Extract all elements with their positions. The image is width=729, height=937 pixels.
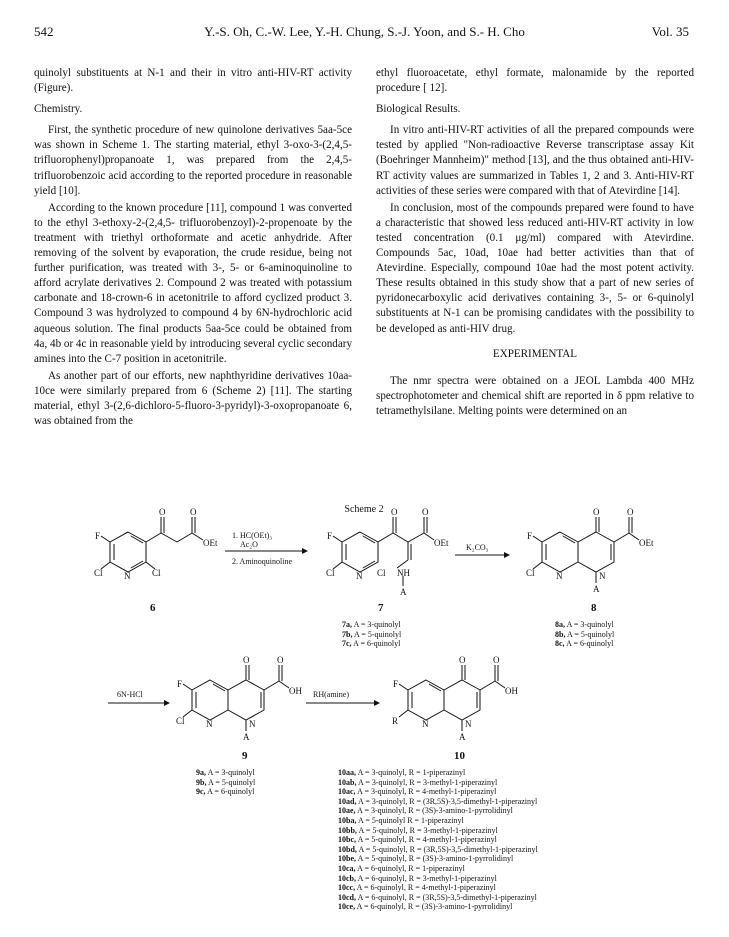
list-item: 9b, A = 5-quinolyl xyxy=(196,777,256,787)
list-item: 10be, A = 5-quinolyl, R = (3S)-3-amino-1-pyrrolidinyl xyxy=(338,854,514,864)
scheme-title: Scheme 2 xyxy=(344,504,384,515)
paragraph-conclusion: In conclusion, most of the compounds prepared were found to have a characteristic that showed less reduced anti-HIV-RT activity in low tested concentration (0.1 μg/ml) compared with Atevirdine. Compounds 5ac, 10ad, 10ae had better activities than that of Atevirdine. Especially, compound 10ae had the most potent activity. These results obtained in this study show that a part of new series of pyridonecarboxylic acid derivatives containing 3-, 5- or 6-quinolyl substituents at N-1 can be promising candidates with the possibility to be developed as anti-HIV drug. xyxy=(376,201,694,335)
paragraph-biological-1: In vitro anti-HIV-RT activities of all the prepared compounds were tested by applied "Non-radioactive Reverse transcriptase assay Kit (Boehringer Mannheim)" method [13], and the thus obtained anti-HIV-RT activity values are summarized in Tables 1, 2 and 3. Anti-HIV-RT activities of these series were compared with that of Atevirdine [14]. xyxy=(376,124,694,197)
list-item: 10ac, A = 3-quinolyl, R = 4-methyl-1-piperazinyl xyxy=(338,787,497,797)
atom-f: F xyxy=(327,531,333,541)
atom-n: N xyxy=(124,571,131,581)
list-8 xyxy=(555,620,614,649)
list-item: 10ca, A = 6-quinolyl, R = 1-piperazinyl xyxy=(338,863,465,873)
list-item: 8c, A = 6-quinolyl xyxy=(555,639,614,649)
atom-f: F xyxy=(393,679,399,689)
list-item: 10ce, A = 6-quinolyl, R = (3S)-3-amino-1-pyrrolidinyl xyxy=(338,902,513,912)
page-number: 542 xyxy=(34,24,54,39)
atom-cl: Cl xyxy=(326,568,335,578)
group-a: A xyxy=(400,587,407,597)
compound-label-9: 9 xyxy=(242,750,248,762)
running-authors: Y.-S. Oh, C.-W. Lee, Y.-H. Chung, S.-J. Yoon, and S.- H. Cho xyxy=(204,24,525,39)
list-item: 10ae, A = 3-quinolyl, R = (3S)-3-amino-1-pyrrolidinyl xyxy=(338,806,513,816)
atom-cl: Cl xyxy=(94,568,103,578)
structure-9 xyxy=(183,665,289,731)
compound-label-8: 8 xyxy=(591,602,597,614)
paragraph-experimental: The nmr spectra were obtained on a JEOL Lambda 400 MHz spectrophotometer and chemical shift are reported in δ ppm relative to tetramethylsilane. Melting points were determined on an xyxy=(376,374,694,417)
group-a: A xyxy=(459,732,466,742)
list-item: 10ba, A = 5-quinolyl R = 1-piperazinyl xyxy=(338,815,464,825)
compound-label-6: 6 xyxy=(150,602,156,614)
list-item: 10ab, A = 3-quinolyl, R = 3-methyl-1-piperazinyl xyxy=(338,777,498,787)
group-oh: OH xyxy=(289,686,302,696)
list-item: 8a, A = 3-quinolyl xyxy=(555,620,614,629)
reagent-hcl: 6N-HCl xyxy=(117,690,143,699)
structure-6 xyxy=(101,517,203,572)
scheme-2 xyxy=(0,498,729,928)
list-10 xyxy=(338,768,538,912)
atom-n: N xyxy=(422,719,429,729)
atom-o: O xyxy=(277,655,284,665)
heading-chemistry: Chemistry. xyxy=(34,103,83,116)
atom-n: N xyxy=(249,719,256,729)
list-item: 7b, A = 5-quinolyl xyxy=(342,629,402,639)
reagent-aminoquinoline: 2. Aminoquinoline xyxy=(232,557,292,566)
group-oh: OH xyxy=(505,686,518,696)
structure-10 xyxy=(399,665,505,731)
left-column xyxy=(34,66,352,431)
reagent-orthoformate: 1. HC(OEt)₃ xyxy=(232,531,273,540)
list-item: 7a, A = 3-quinolyl xyxy=(342,620,401,629)
atom-o: O xyxy=(593,507,600,517)
list-item: 9a, A = 3-quinolyl xyxy=(196,768,255,777)
atom-o: O xyxy=(243,655,250,665)
atom-o: O xyxy=(391,507,398,517)
atom-o: O xyxy=(459,655,466,665)
reagent-k2co3: K₂CO₃ xyxy=(466,543,489,552)
reagent-amine: RH(amine) xyxy=(313,690,349,699)
list-item: 10cb, A = 6-quinolyl, R = 3-methyl-1-piperazinyl xyxy=(338,873,497,883)
list-item: 10bb, A = 5-quinolyl, R = 3-methyl-1-piperazinyl xyxy=(338,825,498,835)
reagent-ac2o: Ac₂O xyxy=(240,540,258,549)
atom-o: O xyxy=(422,507,429,517)
list-7 xyxy=(342,620,401,649)
list-item: 10aa, A = 3-quinolyl, R = 1-piperazinyl xyxy=(338,768,466,777)
paragraph-intro: quinolyl substituents at N-1 and their in vitro anti-HIV-RT activity (Figure). xyxy=(34,67,352,95)
atom-f: F xyxy=(527,531,533,541)
atom-cl: Cl xyxy=(377,568,386,578)
group-a: A xyxy=(243,732,250,742)
atom-o: O xyxy=(627,507,634,517)
right-column xyxy=(376,66,694,421)
atom-n: N xyxy=(556,571,563,581)
paragraph-synthesis-3: As another part of our efforts, new naphthyridine derivatives 10aa-10ce were similarly prepared from 6 (Scheme 2) [11]. The starting material, ethyl 3-(2,6-dichloro-5-fluoro-3-pyridyl)-3-oxopropanoate 6, was obtained from the xyxy=(34,369,352,428)
group-oet: OEt xyxy=(203,538,218,548)
atom-cl: Cl xyxy=(526,568,535,578)
atom-n: N xyxy=(206,719,213,729)
atom-n: N xyxy=(599,571,606,581)
list-item: 10ad, A = 3-quinolyl, R = (3R,5S)-3,5-dimethyl-1-piperazinyl xyxy=(338,796,538,806)
group-oet: OEt xyxy=(434,538,449,548)
atom-cl: Cl xyxy=(152,568,161,578)
atom-f: F xyxy=(95,531,101,541)
list-item: 7c, A = 6-quinolyl xyxy=(342,639,401,649)
group-r: R xyxy=(392,716,399,726)
atom-o: O xyxy=(493,655,500,665)
group-a: A xyxy=(593,584,600,594)
atom-o: O xyxy=(159,507,166,517)
atom-cl: Cl xyxy=(176,716,185,726)
paragraph-synthesis-1: First, the synthetic procedure of new quinolone derivatives 5aa-5ce was shown in Scheme 1. The starting material, ethyl 3-oxo-3-(2,4,5-trifluorophenyl)propanoate 1, was prepared from the 2,4,5-trifluorobenzoic acid according to the reported procedure in reasonable yield [10]. xyxy=(34,124,352,197)
heading-experimental: EXPERIMENTAL xyxy=(492,347,578,360)
paragraph-synthesis-2: According to the known procedure [11], compound 1 was converted to the ethyl 3-ethoxy-2-(2,4,5- trifluorobenzoyl)-2-propenoate by the treatment with triethyl orthoformate and acetic anhydride. After removing of the solvent by evaporation, the crude residue, being not further purification, was treated with 3-, 5- or 6-aminoquinoline to afford acrylate derivatives 2. Compound 2 was treated with potassium carbonate and 18-crown-6 in acetonitrile to afford cyclized product 3. Compound 3 was hydrolyzed to compound 4 by 6N-hydrochloric acid aqueous solution. The final products 5aa-5ce could be obtained from 4a, 4b or 4c in reasonable yield by introducing several cyclic secondary amines into the C-7 position in acetonitrile. xyxy=(34,201,352,365)
structure-8 xyxy=(533,517,639,583)
group-oet: OEt xyxy=(639,538,654,548)
list-item: 10cc, A = 6-quinolyl, R = 4-methyl-1-piperazinyl xyxy=(338,883,496,893)
atom-o: O xyxy=(190,507,197,517)
atom-nh: NH xyxy=(397,568,410,578)
list-9 xyxy=(196,768,255,797)
paragraph-continued: ethyl fluoroacetate, ethyl formate, malonamide by the reported procedure [ 12]. xyxy=(376,67,694,95)
list-item: 9c, A = 6-quinolyl xyxy=(196,787,255,797)
compound-label-10: 10 xyxy=(454,750,465,762)
list-item: 10cd, A = 6-quinolyl, R = (3R,5S)-3,5-dimethyl-1-piperazinyl xyxy=(338,892,537,902)
list-item: 10bd, A = 5-quinolyl, R = (3R,5S)-3,5-dimethyl-1-piperazinyl xyxy=(338,844,538,854)
atom-n: N xyxy=(465,719,472,729)
volume-label: Vol. 35 xyxy=(651,24,689,39)
list-item: 8b, A = 5-quinolyl xyxy=(555,629,615,639)
compound-label-7: 7 xyxy=(378,602,384,614)
list-item: 10bc, A = 5-quinolyl, R = 4-methyl-1-piperazinyl xyxy=(338,835,497,845)
atom-n: N xyxy=(356,571,363,581)
atom-f: F xyxy=(177,679,183,689)
heading-biological-results: Biological Results. xyxy=(376,103,461,116)
